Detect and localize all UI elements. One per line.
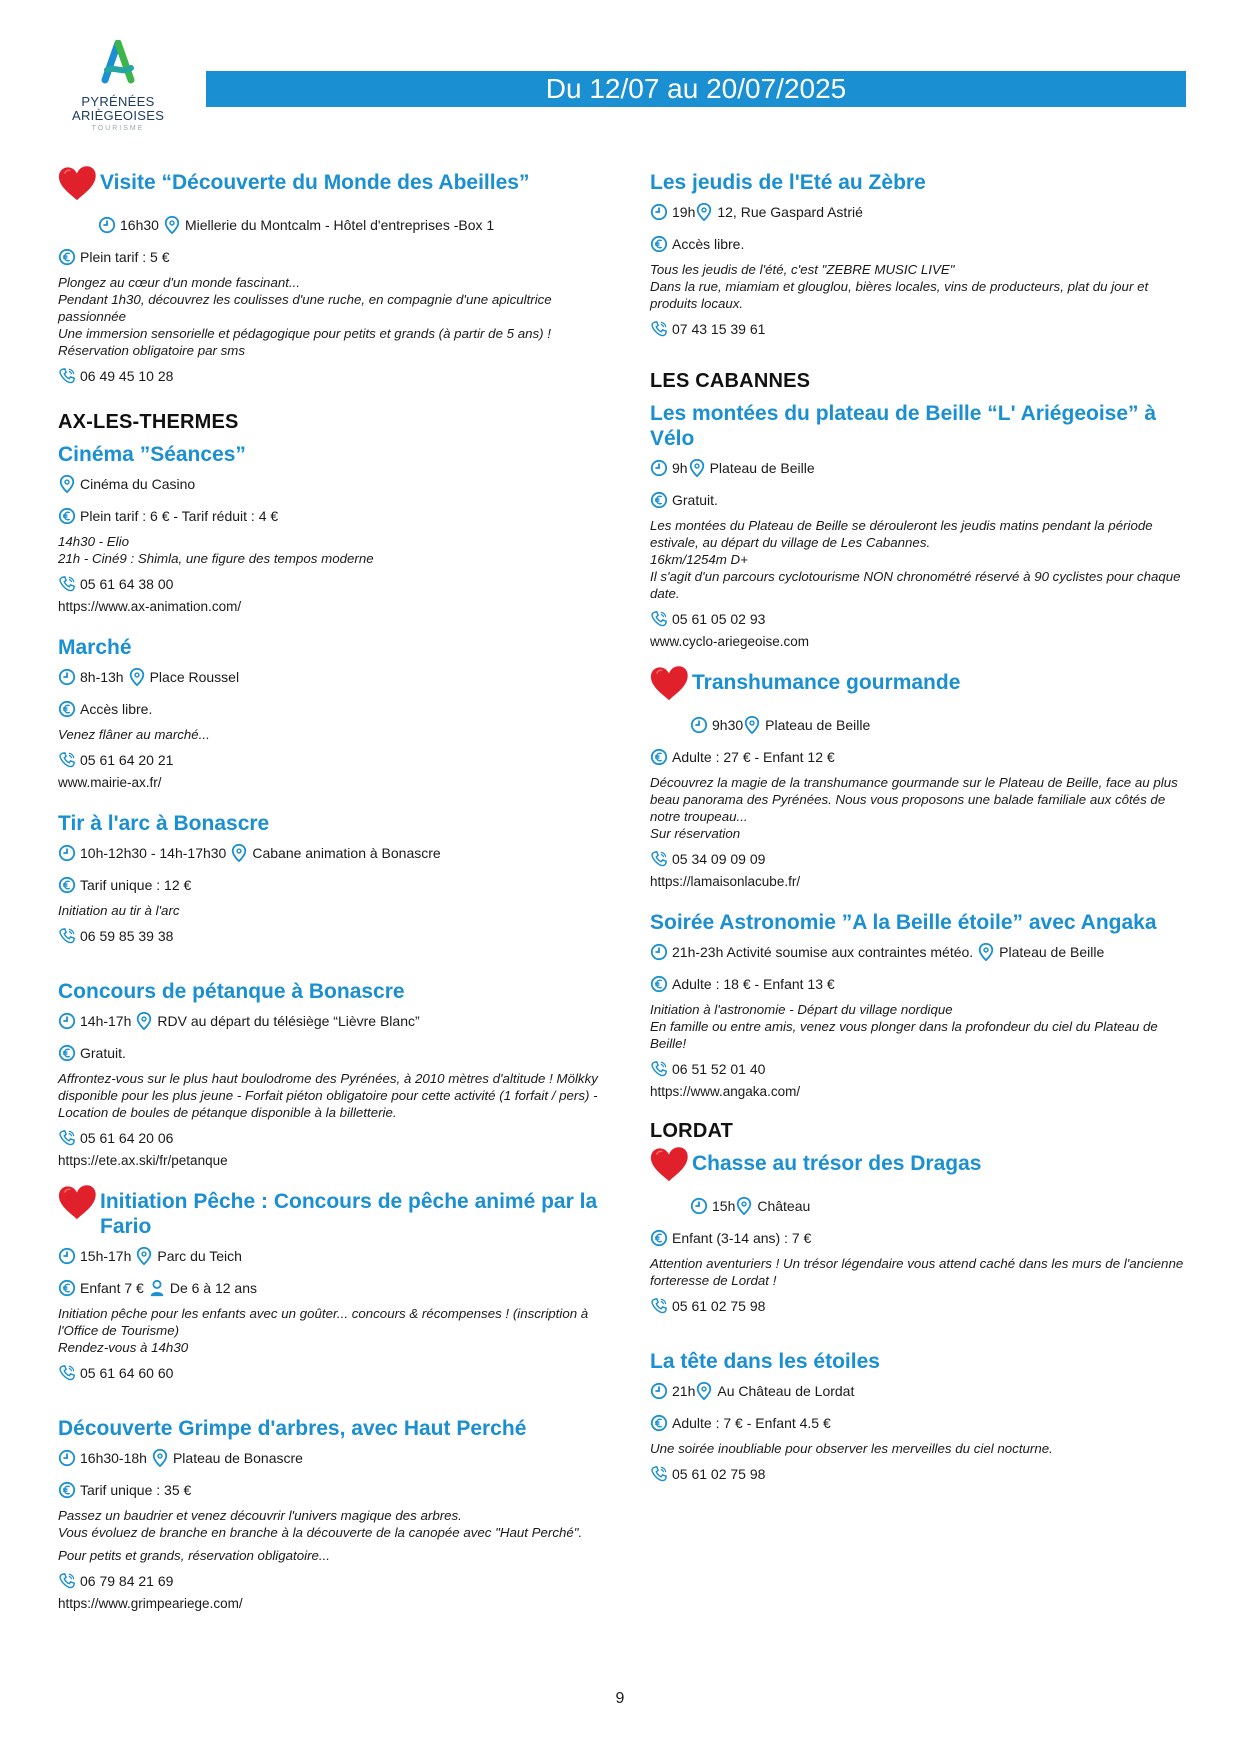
phone-icon: [58, 575, 76, 593]
event-time: 9h: [672, 460, 688, 476]
euro-icon: [650, 748, 668, 766]
event-price: Accès libre.: [80, 701, 153, 717]
event-description: Passez un baudrier et venez découvrir l'univers magique des arbres. Vous évoluez de branche en branche à la découverte de la canopée avec "Haut Perché".: [58, 1508, 583, 1540]
event-price: Enfant 7 €: [80, 1280, 144, 1296]
logo-line-3: TOURISME: [91, 125, 145, 132]
event-title: Chasse au trésor des Dragas: [692, 1152, 982, 1175]
event-price: Accès libre.: [672, 236, 745, 252]
event-url[interactable]: www.cyclo-ariegeoise.com: [650, 634, 810, 649]
event-time: 15h: [712, 1198, 736, 1214]
heart-icon: [648, 1145, 692, 1189]
location-pin-icon: [58, 475, 76, 493]
event-time: 21h-23h Activité soumise aux contraintes météo.: [672, 944, 974, 960]
phone-icon: [58, 1364, 76, 1382]
location-pin-icon: [735, 1197, 753, 1215]
event-phone[interactable]: 06 79 84 21 69: [80, 1573, 174, 1589]
event-place: Miellerie du Montcalm - Hôtel d'entreprises -Box 1: [184, 217, 495, 233]
event-description: Les montées du Plateau de Beille se dérouleront les jeudis matins pendant la période estivale, au départ du village de Les Cabannes. 16km/1254m D+ Il s'agit d'un parcours cyclotourisme NON chronométré réservé à 90 cyclistes pour chaque date.: [650, 518, 1181, 601]
event-phone[interactable]: 05 61 64 38 00: [80, 576, 174, 592]
location-pin-icon: [695, 1382, 713, 1400]
event-title: Les montées du plateau de Beille “L' Ariégeoise” à Vélo: [650, 402, 1157, 450]
event-montees-beille: [650, 401, 1190, 652]
event-place: Château: [757, 1198, 811, 1214]
event-place: Au Château de Lordat: [717, 1383, 855, 1399]
clock-icon: [650, 203, 668, 221]
logo-mark-icon: [95, 40, 141, 90]
phone-icon: [58, 927, 76, 945]
euro-icon: [650, 1229, 668, 1247]
event-title: Initiation Pêche : Concours de pêche animé par la Fario: [100, 1190, 598, 1238]
event-phone[interactable]: 06 49 45 10 28: [80, 368, 174, 384]
event-time: 8h-13h: [80, 669, 124, 685]
location-pin-icon: [135, 1247, 153, 1265]
location-pin-icon: [230, 844, 248, 862]
event-description-2: Pour petits et grands, réservation obligatoire...: [58, 1548, 330, 1563]
event-description: Une soirée inoubliable pour observer les merveilles du ciel nocturne.: [650, 1441, 1053, 1456]
event-time: 15h-17h: [80, 1248, 132, 1264]
event-price: Gratuit.: [672, 492, 718, 508]
event-title: Transhumance gourmande: [692, 671, 961, 694]
event-tete-etoiles: [650, 1349, 1190, 1485]
event-title: Les jeudis de l'Eté au Zèbre: [650, 171, 926, 194]
clock-icon: [650, 459, 668, 477]
phone-icon: [58, 1129, 76, 1147]
event-title: Tir à l'arc à Bonascre: [58, 812, 270, 835]
location-pin-icon: [163, 216, 181, 234]
clock-icon: [650, 943, 668, 961]
location-pin-icon: [135, 1012, 153, 1030]
clock-icon: [58, 844, 76, 862]
event-phone[interactable]: 05 61 02 75 98: [672, 1466, 766, 1482]
event-time: 9h30: [712, 717, 744, 733]
event-transhumance: [650, 670, 1190, 892]
euro-icon: [650, 1414, 668, 1432]
phone-icon: [58, 367, 76, 385]
event-title: Marché: [58, 636, 132, 659]
heart-icon: [56, 1183, 100, 1227]
event-description: Attention aventuriers ! Un trésor légendaire vous attend caché dans les murs de l'ancienne forteresse de Lordat !: [650, 1256, 1184, 1288]
event-url[interactable]: https://www.ax-animation.com/: [58, 599, 242, 614]
clock-icon: [58, 1012, 76, 1030]
euro-icon: [58, 507, 76, 525]
event-cinema: [58, 442, 608, 617]
event-description: 14h30 - Elio 21h - Ciné9 : Shimla, une figure des tempos moderne: [58, 534, 374, 566]
clock-icon: [690, 716, 708, 734]
event-place: Plateau de Beille: [999, 944, 1105, 960]
town-heading: LORDAT: [650, 1120, 734, 1142]
event-phone[interactable]: 05 61 64 20 06: [80, 1130, 174, 1146]
event-url[interactable]: www.mairie-ax.fr/: [58, 775, 162, 790]
event-description: Initiation à l'astronomie - Départ du village nordique En famille ou entre amis, venez vous plonger dans la profondeur du ciel du Plateau de Beille!: [650, 1002, 1158, 1051]
event-phone[interactable]: 07 43 15 39 61: [672, 321, 766, 337]
event-description: Initiation au tir à l'arc: [58, 903, 180, 918]
clock-icon: [690, 1197, 708, 1215]
event-place: Place Roussel: [149, 669, 240, 685]
event-price: Adulte : 27 € - Enfant 12 €: [672, 749, 835, 765]
clock-icon: [58, 1247, 76, 1265]
event-age-range: De 6 à 12 ans: [169, 1280, 257, 1296]
event-description: Plongez au cœur d'un monde fascinant... Pendant 1h30, découvrez les coulisses d'une ruche, en compagnie d'une apicultrice passionnée Une immersion sensorielle et pédagogique pour petits et grands (à partir de 5 ans) ! Réservation obligatoire par sms: [58, 275, 552, 358]
logo-line-2: ARIÈGEOISES: [72, 108, 165, 123]
phone-icon: [650, 1297, 668, 1315]
event-price: Plein tarif : 6 € - Tarif réduit : 4 €: [80, 508, 279, 524]
event-place: Plateau de Beille: [709, 460, 815, 476]
event-place: Cinéma du Casino: [80, 476, 196, 492]
euro-icon: [650, 491, 668, 509]
euro-icon: [650, 235, 668, 253]
child-icon: [148, 1279, 166, 1297]
event-title: Cinéma ”Séances”: [58, 443, 246, 466]
event-time: 16h30-18h: [80, 1450, 147, 1466]
event-url[interactable]: https://www.angaka.com/: [650, 1084, 801, 1099]
event-title: La tête dans les étoiles: [650, 1350, 880, 1373]
event-price: Enfant (3-14 ans) : 7 €: [672, 1230, 812, 1246]
logo-line-1: PYRÉNÉES: [81, 94, 155, 109]
event-petanque: [58, 979, 608, 1171]
event-price: Gratuit.: [80, 1045, 126, 1061]
euro-icon: [58, 248, 76, 266]
event-chasse-tresor: [650, 1151, 1190, 1317]
event-place: Plateau de Beille: [765, 717, 871, 733]
location-pin-icon: [128, 668, 146, 686]
phone-icon: [650, 320, 668, 338]
event-place: Parc du Teich: [157, 1248, 242, 1264]
phone-icon: [650, 610, 668, 628]
event-price: Tarif unique : 35 €: [80, 1482, 192, 1498]
event-grimpe: [58, 1416, 608, 1614]
event-description: Tous les jeudis de l'été, c'est "ZEBRE MUSIC LIVE" Dans la rue, miamiam et glouglou, bières locales, vins de producteurs, plat du jour et produits locaux.: [650, 262, 1149, 311]
event-time: 21h: [672, 1383, 696, 1399]
event-description: Venez flâner au marché...: [58, 727, 210, 742]
event-phone[interactable]: 05 61 64 20 21: [80, 752, 174, 768]
euro-icon: [650, 975, 668, 993]
location-pin-icon: [977, 943, 995, 961]
event-time: 19h: [672, 204, 696, 220]
heart-icon: [648, 664, 692, 708]
location-pin-icon: [695, 203, 713, 221]
event-time: 16h30: [120, 217, 159, 233]
euro-icon: [58, 1044, 76, 1062]
town-heading: LES CABANNES: [650, 370, 811, 392]
event-phone[interactable]: 06 51 52 01 40: [672, 1061, 766, 1077]
date-range-banner: Du 12/07 au 20/07/2025: [206, 71, 1186, 107]
event-title: Soirée Astronomie ”A la Beille étoile” avec Angaka: [650, 911, 1157, 934]
event-marche: [58, 635, 608, 793]
brand-logo: [72, 40, 164, 132]
event-title: Découverte Grimpe d'arbres, avec Haut Perché: [58, 1417, 527, 1440]
event-abeilles: [58, 170, 608, 387]
event-price: Tarif unique : 12 €: [80, 877, 192, 893]
phone-icon: [58, 1572, 76, 1590]
event-title: Visite “Découverte du Monde des Abeilles”: [100, 171, 530, 194]
phone-icon: [650, 850, 668, 868]
phone-icon: [650, 1465, 668, 1483]
location-pin-icon: [688, 459, 706, 477]
event-price: Adulte : 18 € - Enfant 13 €: [672, 976, 835, 992]
event-place: Plateau de Bonascre: [172, 1450, 303, 1466]
phone-icon: [58, 751, 76, 769]
event-time: 14h-17h: [80, 1013, 132, 1029]
event-place: 12, Rue Gaspard Astrié: [717, 204, 863, 220]
event-tir-arc: [58, 811, 608, 947]
clock-icon: [650, 1382, 668, 1400]
euro-icon: [58, 1481, 76, 1499]
location-pin-icon: [151, 1449, 169, 1467]
phone-icon: [650, 1060, 668, 1078]
town-heading: AX-LES-THERMES: [58, 411, 239, 433]
event-price: Adulte : 7 € - Enfant 4.5 €: [672, 1415, 831, 1431]
event-place: RDV au départ du télésiège “Lièvre Blanc”: [157, 1013, 420, 1029]
euro-icon: [58, 1279, 76, 1297]
event-title: Concours de pétanque à Bonascre: [58, 980, 405, 1003]
left-column: [58, 170, 608, 1632]
event-url[interactable]: https://www.grimpeariege.com/: [58, 1596, 243, 1611]
event-phone[interactable]: 05 61 02 75 98: [672, 1298, 766, 1314]
event-price: Plein tarif : 5 €: [80, 249, 170, 265]
clock-icon: [58, 1449, 76, 1467]
event-phone[interactable]: 06 59 85 39 38: [80, 928, 174, 944]
event-description: Initiation pêche pour les enfants avec un goûter... concours & récompenses ! (inscription à l'Office de Tourisme) Rendez-vous à 14h30: [58, 1306, 589, 1355]
euro-icon: [58, 876, 76, 894]
clock-icon: [98, 216, 116, 234]
euro-icon: [58, 700, 76, 718]
clock-icon: [58, 668, 76, 686]
event-phone[interactable]: 05 61 64 60 60: [80, 1365, 174, 1381]
right-column: [650, 170, 1190, 1503]
event-phone[interactable]: 05 61 05 02 93: [672, 611, 766, 627]
event-time: 10h-12h30 - 14h-17h30: [80, 845, 227, 861]
location-pin-icon: [743, 716, 761, 734]
heart-icon: [56, 164, 100, 208]
event-url[interactable]: https://lamaisonlacube.fr/: [650, 874, 801, 889]
event-astronomie: [650, 910, 1190, 1102]
event-zebre: [650, 170, 1190, 340]
event-url[interactable]: https://ete.ax.ski/fr/petanque: [58, 1153, 228, 1168]
event-place: Cabane animation à Bonascre: [252, 845, 441, 861]
event-phone[interactable]: 05 34 09 09 09: [672, 851, 766, 867]
event-description: Découvrez la magie de la transhumance gourmande sur le Plateau de Beille, face au plus beau panorama des Pyrénées. Nous vous proposons une balade familiale aux côtés de notre troupeau... Sur réservation: [650, 775, 1178, 841]
page-number: 9: [615, 1690, 625, 1707]
event-description: Affrontez-vous sur le plus haut boulodrome des Pyrénées, à 2010 mètres d'altitude ! Mölkky disponible pour les plus jeune - Forfait piéton obligatoire pour cette activité (1 forfait / pers) - Location de boules de pétanque disponible à la billetterie.: [58, 1071, 598, 1120]
event-peche: [58, 1189, 608, 1384]
